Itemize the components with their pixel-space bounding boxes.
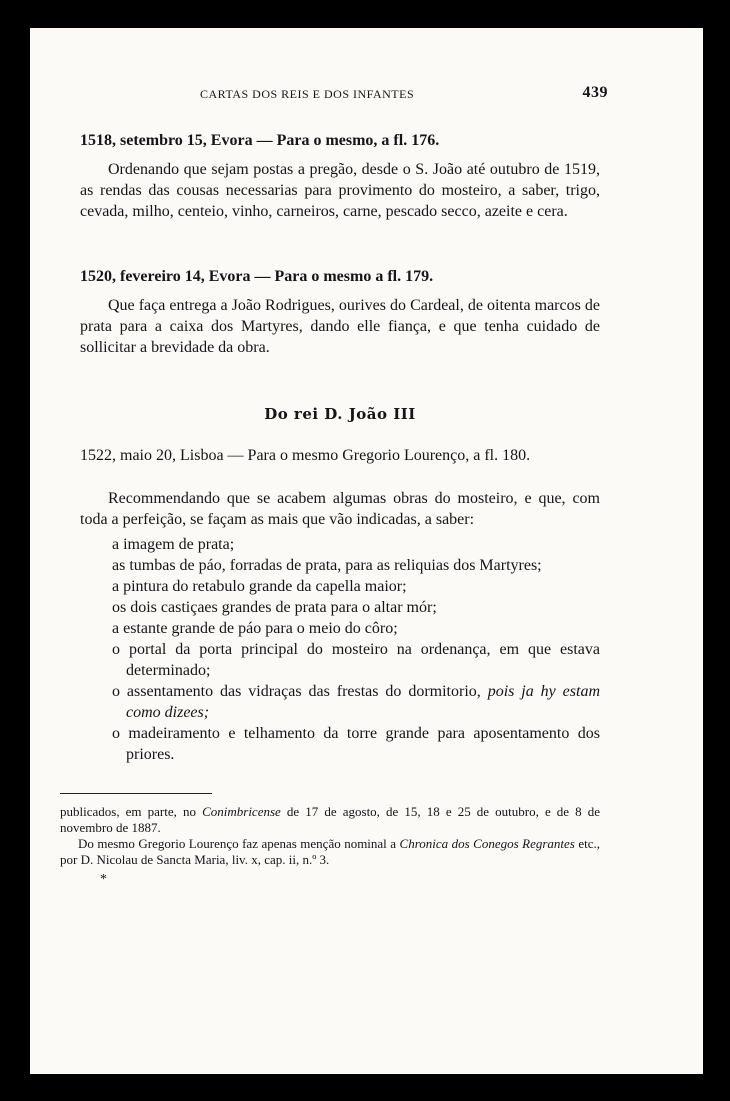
page-content xyxy=(60,84,608,888)
works-list xyxy=(80,534,600,765)
list-item: o madeiramento e telhamento da torre grande para aposentamento dos priores. xyxy=(112,725,600,763)
entry-heading: 1518, setembro 15, Evora — Para o mesmo, a fl. 176. xyxy=(80,132,440,149)
list-item: a pintura do retabulo grande da capella maior; xyxy=(112,578,407,595)
running-title: CARTAS DOS REIS E DOS INFANTES xyxy=(200,87,415,101)
list-item: a imagem de prata; xyxy=(112,536,235,553)
asterism: * xyxy=(100,872,107,887)
footnote: publicados, em parte, no Conimbricense de 17 de agosto, de 15, 18 e 25 de outubro, e de 8 de novembro de 1887. xyxy=(60,804,601,835)
list-item: o assentamento das vidraças das frestas do dormitorio, pois ja hy estam como dizees; xyxy=(112,683,601,721)
list-item: os dois castiçaes grandes de prata para o altar mór; xyxy=(112,599,437,616)
list-item: o portal da porta principal do mosteiro na ordenança, em que estava determinado; xyxy=(112,641,600,679)
list-item: a estante grande de páo para o meio do côro; xyxy=(112,620,398,637)
list-item: as tumbas de páo, forradas de prata, para as reliquias dos Martyres; xyxy=(112,557,542,574)
entry-heading: 1522, maio 20, Lisboa — Para o mesmo Gregorio Lourenço, a fl. 180. xyxy=(80,447,531,464)
footnote: Do mesmo Gregorio Lourenço faz apenas menção nominal a Chronica dos Conegos Regrantes etc., por D. Nicolau de Sancta Maria, liv. x, cap. ii, n.º 3. xyxy=(60,836,601,867)
book-page xyxy=(30,28,703,1074)
italic-quote: pois ja hy estam como dizees; xyxy=(126,683,601,721)
entry-body: Ordenando que sejam postas a pregão, desde o S. João até outubro de 1519, as rendas das cousas necessarias para provimento do mosteiro, a saber, trigo, cevada, milho, centeio, vinho, carneiros, carne, pescado secco, azeite e cera. xyxy=(80,161,600,220)
footnotes xyxy=(60,804,600,888)
entry-heading: 1520, fevereiro 14, Evora — Para o mesmo a fl. 179. xyxy=(80,268,434,285)
entry-body: Recommendando que se acabem algumas obras do mosteiro, e que, com toda a perfeição, se façam as mais que vão indicadas, a saber: xyxy=(80,490,600,528)
page-number: 439 xyxy=(582,84,608,101)
section-title: Do rei D. João III xyxy=(264,405,416,423)
footnote-divider xyxy=(60,793,212,794)
entry-body: Que faça entrega a João Rodrigues, ourives do Cardeal, de oitenta marcos de prata para a caixa dos Martyres, dando elle fiança, e que tenha cuidado de sollicitar a brevidade da obra. xyxy=(80,297,600,356)
